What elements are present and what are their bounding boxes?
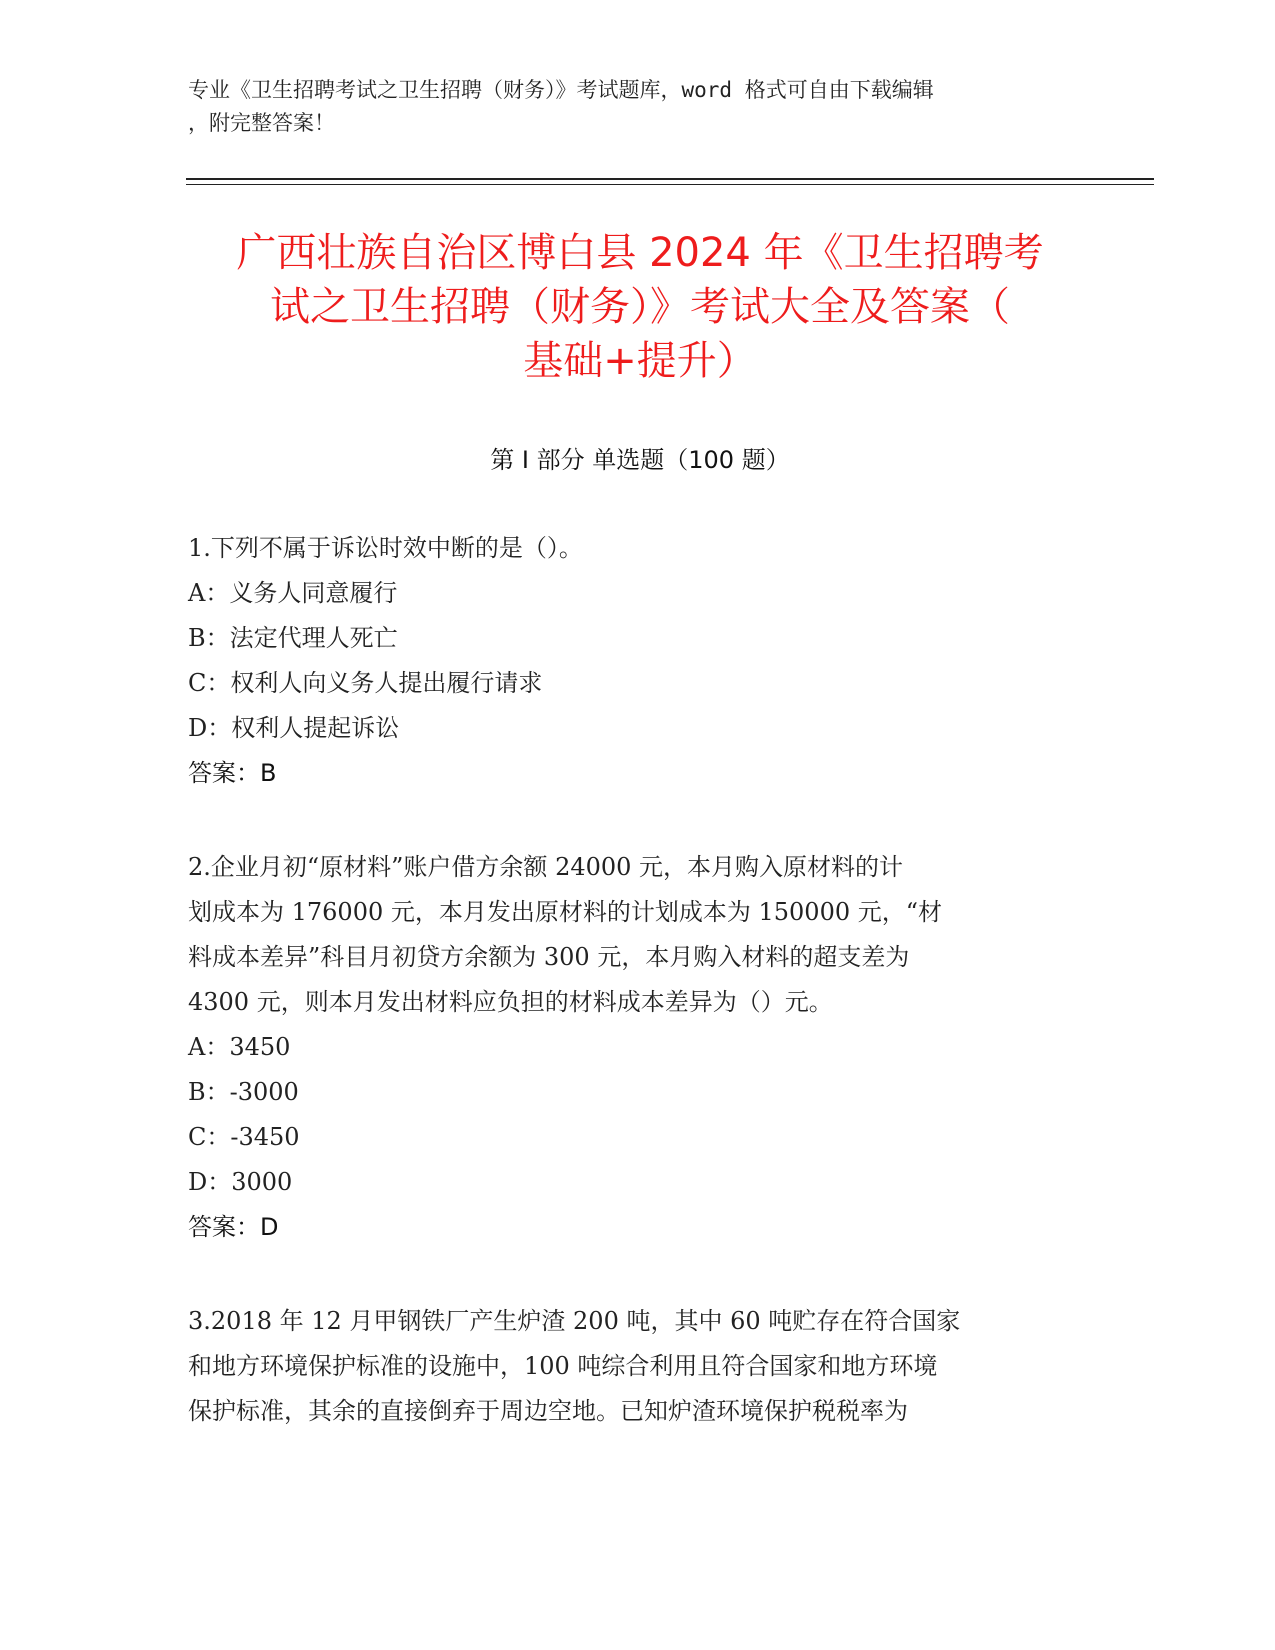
question-stem-line: 2.企业月初“原材料”账户借方余额 24000 元，本月购入原材料的计: [188, 853, 904, 881]
section-title: 第 I 部分 单选题（100 题）: [490, 446, 790, 474]
document-title-line-1: 广西壮族自治区博白县 2024 年《卫生招聘考: [236, 230, 1044, 276]
header-note-line-1: 专业《卫生招聘考试之卫生招聘（财务）》考试题库，word 格式可自由下载编辑: [188, 78, 934, 102]
question-stem-line: 划成本为 176000 元，本月发出原材料的计划成本为 150000 元，“材: [188, 898, 943, 926]
option-d: D：3000: [188, 1168, 293, 1196]
option-d: D：权利人提起诉讼: [188, 714, 400, 742]
document-title: [180, 226, 1100, 388]
question-1: [188, 526, 1068, 796]
option-a: A：3450: [188, 1033, 291, 1061]
question-stem-line: 料成本差异”科目月初贷方余额为 300 元，本月购入材料的超支差为: [188, 943, 910, 971]
question-stem-line: 保护标准，其余的直接倒弃于周边空地。已知炉渣环境保护税税率为: [188, 1397, 908, 1425]
header-divider-thick: [186, 178, 1154, 180]
question-stem-line: 和地方环境保护标准的设施中，100 吨综合利用且符合国家和地方环境: [188, 1352, 938, 1380]
option-b: B：-3000: [188, 1078, 299, 1106]
question-stem-line: 3.2018 年 12 月甲钢铁厂产生炉渣 200 吨，其中 60 吨贮存在符合国家: [188, 1307, 961, 1335]
answer-label: 答案：D: [188, 1213, 279, 1241]
document-title-line-3: 基础+提升）: [523, 338, 757, 384]
question-stem: 1.下列不属于诉讼时效中断的是（）。: [188, 534, 583, 562]
question-2: [188, 845, 1068, 1250]
header-divider-thin: [186, 184, 1154, 185]
header-note: [188, 74, 1088, 140]
option-b: B：法定代理人死亡: [188, 624, 398, 652]
question-3: [188, 1299, 1068, 1434]
option-a: A：义务人同意履行: [188, 579, 398, 607]
answer-label: 答案：B: [188, 759, 277, 787]
document-title-line-2: 试之卫生招聘（财务）》考试大全及答案（: [270, 284, 1010, 330]
option-c: C：权利人向义务人提出履行请求: [188, 669, 543, 697]
option-c: C：-3450: [188, 1123, 300, 1151]
question-stem-line: 4300 元，则本月发出材料应负担的材料成本差异为（）元。: [188, 988, 833, 1016]
header-note-line-2: ，附完整答案！: [188, 111, 335, 135]
